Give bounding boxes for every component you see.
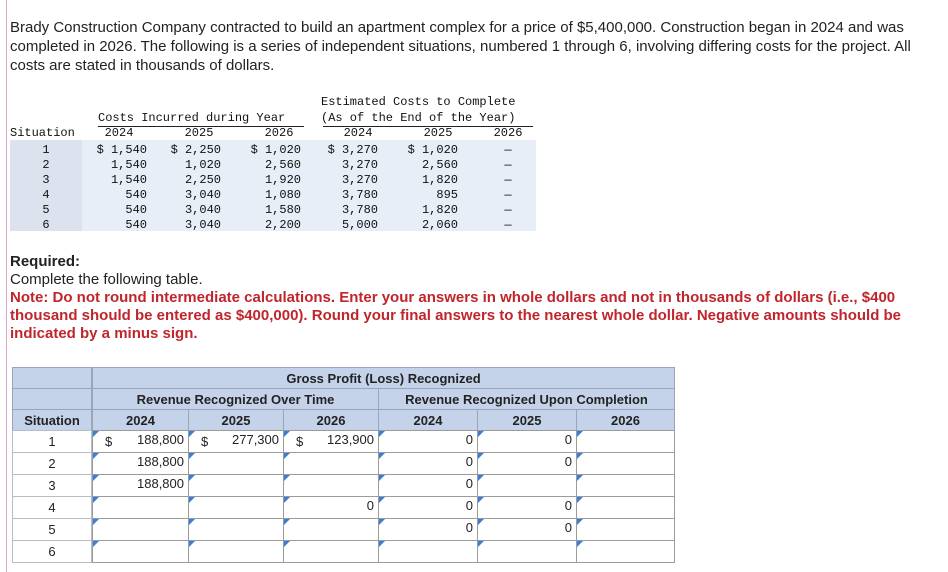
- gross-profit-answer-table: [12, 367, 675, 559]
- data-situation-number: 1: [42, 143, 50, 157]
- situation-number: 1: [12, 430, 92, 453]
- input-marker-icon: [93, 453, 99, 459]
- input-marker-icon: [93, 541, 99, 547]
- input-marker-icon: [478, 541, 484, 547]
- answer-value: 0: [564, 520, 572, 535]
- answer-value: 0: [465, 520, 473, 535]
- input-marker-icon: [478, 519, 484, 525]
- over-time-2025-header: 2025: [188, 409, 284, 431]
- data-cell: —: [504, 158, 512, 172]
- answer-input-over-time-2024[interactable]: [92, 518, 189, 541]
- answer-input-completion-2026[interactable]: [576, 496, 675, 519]
- input-marker-icon: [93, 497, 99, 503]
- input-marker-icon: [284, 453, 290, 459]
- answer-value: 188,800: [137, 454, 184, 469]
- input-marker-icon: [577, 475, 583, 481]
- cost-year-header: 2025: [184, 126, 214, 140]
- data-cell: 1,540: [110, 158, 147, 172]
- currency-symbol: $: [105, 434, 113, 449]
- data-cell: 1,920: [264, 173, 301, 187]
- input-marker-icon: [577, 519, 583, 525]
- answer-input-completion-2026[interactable]: [576, 452, 675, 475]
- estimate-year-header: 2024: [343, 126, 373, 140]
- data-cell: —: [504, 188, 512, 202]
- answer-input-completion-2024[interactable]: [378, 452, 478, 475]
- situation-number: 6: [12, 540, 92, 563]
- estimates-group-header-1: Estimated Costs to Complete: [321, 95, 516, 109]
- answer-input-over-time-2025[interactable]: [188, 430, 284, 453]
- estimate-year-header: 2025: [423, 126, 453, 140]
- data-cell: 1,080: [264, 188, 301, 202]
- over-time-2026-header: 2026: [283, 409, 379, 431]
- answer-value: 277,300: [232, 432, 279, 447]
- situation-number: 4: [12, 496, 92, 519]
- completion-2024-header: 2024: [378, 409, 478, 431]
- input-marker-icon: [478, 497, 484, 503]
- data-cell: 1,820: [421, 173, 458, 187]
- required-section: [10, 253, 930, 343]
- data-situation-number: 4: [42, 188, 50, 202]
- answer-input-over-time-2025[interactable]: [188, 496, 284, 519]
- answer-value: 0: [366, 498, 374, 513]
- answer-input-over-time-2024[interactable]: [92, 540, 189, 563]
- input-marker-icon: [478, 431, 484, 437]
- answer-input-over-time-2026[interactable]: [283, 452, 379, 475]
- data-cell: $ 1,540: [96, 143, 147, 157]
- data-cell: $ 1,020: [407, 143, 458, 157]
- over-time-2024-header: 2024: [92, 409, 189, 431]
- data-cell: 3,040: [184, 218, 221, 232]
- data-cell: 3,040: [184, 203, 221, 217]
- data-cell: 2,250: [184, 173, 221, 187]
- over-time-header: Revenue Recognized Over Time: [92, 388, 379, 410]
- required-instruction: Complete the following table.: [10, 271, 203, 288]
- input-marker-icon: [93, 431, 99, 437]
- answer-value: 0: [465, 454, 473, 469]
- cost-year-header: 2024: [104, 126, 134, 140]
- answer-value: 0: [465, 476, 473, 491]
- answer-input-completion-2026[interactable]: [576, 518, 675, 541]
- costs-group-header: Costs Incurred during Year: [98, 111, 286, 125]
- data-cell: —: [504, 173, 512, 187]
- cost-data-table: [10, 93, 536, 231]
- answer-input-over-time-2024[interactable]: [92, 430, 189, 453]
- data-situation-number: 5: [42, 203, 50, 217]
- data-cell: 1,580: [264, 203, 301, 217]
- currency-symbol: $: [296, 434, 304, 449]
- data-situation-number: 3: [42, 173, 50, 187]
- data-cell: —: [504, 203, 512, 217]
- data-cell: $ 2,250: [170, 143, 221, 157]
- data-cell: 2,560: [421, 158, 458, 172]
- answer-input-completion-2024[interactable]: [378, 518, 478, 541]
- answer-input-over-time-2025[interactable]: [188, 474, 284, 497]
- input-marker-icon: [478, 453, 484, 459]
- data-cell: 3,780: [341, 188, 378, 202]
- situation-number: 5: [12, 518, 92, 541]
- answer-value: 0: [465, 432, 473, 447]
- input-marker-icon: [577, 541, 583, 547]
- input-marker-icon: [189, 431, 195, 437]
- input-marker-icon: [189, 519, 195, 525]
- answer-input-over-time-2024[interactable]: [92, 474, 189, 497]
- data-cell: 1,020: [184, 158, 221, 172]
- answer-input-completion-2025[interactable]: [477, 474, 577, 497]
- answer-input-completion-2025[interactable]: [477, 496, 577, 519]
- answer-value: 188,800: [137, 432, 184, 447]
- input-marker-icon: [379, 431, 385, 437]
- data-cell: 540: [125, 188, 147, 202]
- input-marker-icon: [577, 431, 583, 437]
- answer-value: 0: [465, 498, 473, 513]
- answer-input-over-time-2025[interactable]: [188, 452, 284, 475]
- input-marker-icon: [284, 519, 290, 525]
- input-marker-icon: [284, 497, 290, 503]
- currency-symbol: $: [201, 434, 209, 449]
- data-cell: 540: [125, 203, 147, 217]
- data-cell: 895: [436, 188, 458, 202]
- corner-header-top: [12, 367, 92, 389]
- input-marker-icon: [189, 497, 195, 503]
- data-cell: 5,000: [341, 218, 378, 232]
- answer-input-completion-2026[interactable]: [576, 430, 675, 453]
- data-cell: —: [504, 218, 512, 232]
- situation-column-header: Situation: [12, 409, 92, 431]
- answer-input-over-time-2024[interactable]: [92, 452, 189, 475]
- answer-input-completion-2025[interactable]: [477, 540, 577, 563]
- data-cell: 2,560: [264, 158, 301, 172]
- estimates-group-header-2: (As of the End of the Year): [321, 111, 516, 125]
- input-marker-icon: [93, 519, 99, 525]
- data-situation-number: 2: [42, 158, 50, 172]
- answer-input-completion-2024[interactable]: [378, 474, 478, 497]
- required-note: Note: Do not round intermediate calculations. Enter your answers in whole dollars and not in thousands of dollars (i.e., $400 thousand should be entered as $400,000). Round your final answers to the nearest whole dollar. Negative amounts should be indicated by a minus sign.: [10, 289, 902, 342]
- input-marker-icon: [284, 475, 290, 481]
- situation-header: Situation: [10, 126, 75, 140]
- completion-2025-header: 2025: [477, 409, 577, 431]
- answer-input-over-time-2024[interactable]: [92, 496, 189, 519]
- input-marker-icon: [379, 519, 385, 525]
- estimate-year-header: 2026: [493, 126, 523, 140]
- answer-input-completion-2026[interactable]: [576, 540, 675, 563]
- input-marker-icon: [379, 497, 385, 503]
- problem-intro: Brady Construction Company contracted to build an apartment complex for a price of $5,400,000. Construction began in 2024 and was completed in 2026. The following is a series of independent situations, numbered 1 through 6, involving differing costs for the project. All costs are stated in thousands of dollars.: [10, 19, 911, 74]
- input-marker-icon: [284, 431, 290, 437]
- input-marker-icon: [478, 475, 484, 481]
- data-cell: 3,270: [341, 158, 378, 172]
- input-marker-icon: [189, 453, 195, 459]
- input-marker-icon: [577, 497, 583, 503]
- gross-profit-title: Gross Profit (Loss) Recognized: [92, 367, 675, 389]
- data-cell: 540: [125, 218, 147, 232]
- data-cell: 1,820: [421, 203, 458, 217]
- answer-value: 0: [564, 432, 572, 447]
- answer-input-over-time-2025[interactable]: [188, 518, 284, 541]
- input-marker-icon: [379, 541, 385, 547]
- answer-input-over-time-2026[interactable]: [283, 496, 379, 519]
- data-cell: 1,540: [110, 173, 147, 187]
- situation-number: 2: [12, 452, 92, 475]
- input-marker-icon: [577, 453, 583, 459]
- required-heading: Required:: [10, 253, 81, 270]
- answer-input-completion-2024[interactable]: [378, 540, 478, 563]
- input-marker-icon: [189, 475, 195, 481]
- answer-value: 0: [564, 454, 572, 469]
- answer-input-completion-2026[interactable]: [576, 474, 675, 497]
- page-left-border: [6, 0, 7, 572]
- answer-input-completion-2025[interactable]: [477, 452, 577, 475]
- data-cell: —: [504, 143, 512, 157]
- data-cell: 3,780: [341, 203, 378, 217]
- input-marker-icon: [93, 475, 99, 481]
- answer-input-over-time-2026[interactable]: [283, 540, 379, 563]
- upon-completion-header: Revenue Recognized Upon Completion: [378, 388, 675, 410]
- data-cell: 2,060: [421, 218, 458, 232]
- answer-input-over-time-2026[interactable]: [283, 430, 379, 453]
- answer-input-over-time-2025[interactable]: [188, 540, 284, 563]
- answer-input-completion-2024[interactable]: [378, 430, 478, 453]
- data-cell: 3,040: [184, 188, 221, 202]
- answer-value: 0: [564, 498, 572, 513]
- data-cell: $ 3,270: [327, 143, 378, 157]
- situation-number: 3: [12, 474, 92, 497]
- completion-2026-header: 2026: [576, 409, 675, 431]
- answer-input-over-time-2026[interactable]: [283, 474, 379, 497]
- data-cell: $ 1,020: [250, 143, 301, 157]
- data-situation-number: 6: [42, 218, 50, 232]
- answer-input-over-time-2026[interactable]: [283, 518, 379, 541]
- cost-year-header: 2026: [264, 126, 294, 140]
- input-marker-icon: [379, 453, 385, 459]
- answer-input-completion-2024[interactable]: [378, 496, 478, 519]
- input-marker-icon: [284, 541, 290, 547]
- answer-input-completion-2025[interactable]: [477, 518, 577, 541]
- input-marker-icon: [189, 541, 195, 547]
- input-marker-icon: [379, 475, 385, 481]
- data-cell: 3,270: [341, 173, 378, 187]
- corner-header-middle: [12, 388, 92, 410]
- answer-value: 123,900: [327, 432, 374, 447]
- answer-input-completion-2025[interactable]: [477, 430, 577, 453]
- data-cell: 2,200: [264, 218, 301, 232]
- answer-value: 188,800: [137, 476, 184, 491]
